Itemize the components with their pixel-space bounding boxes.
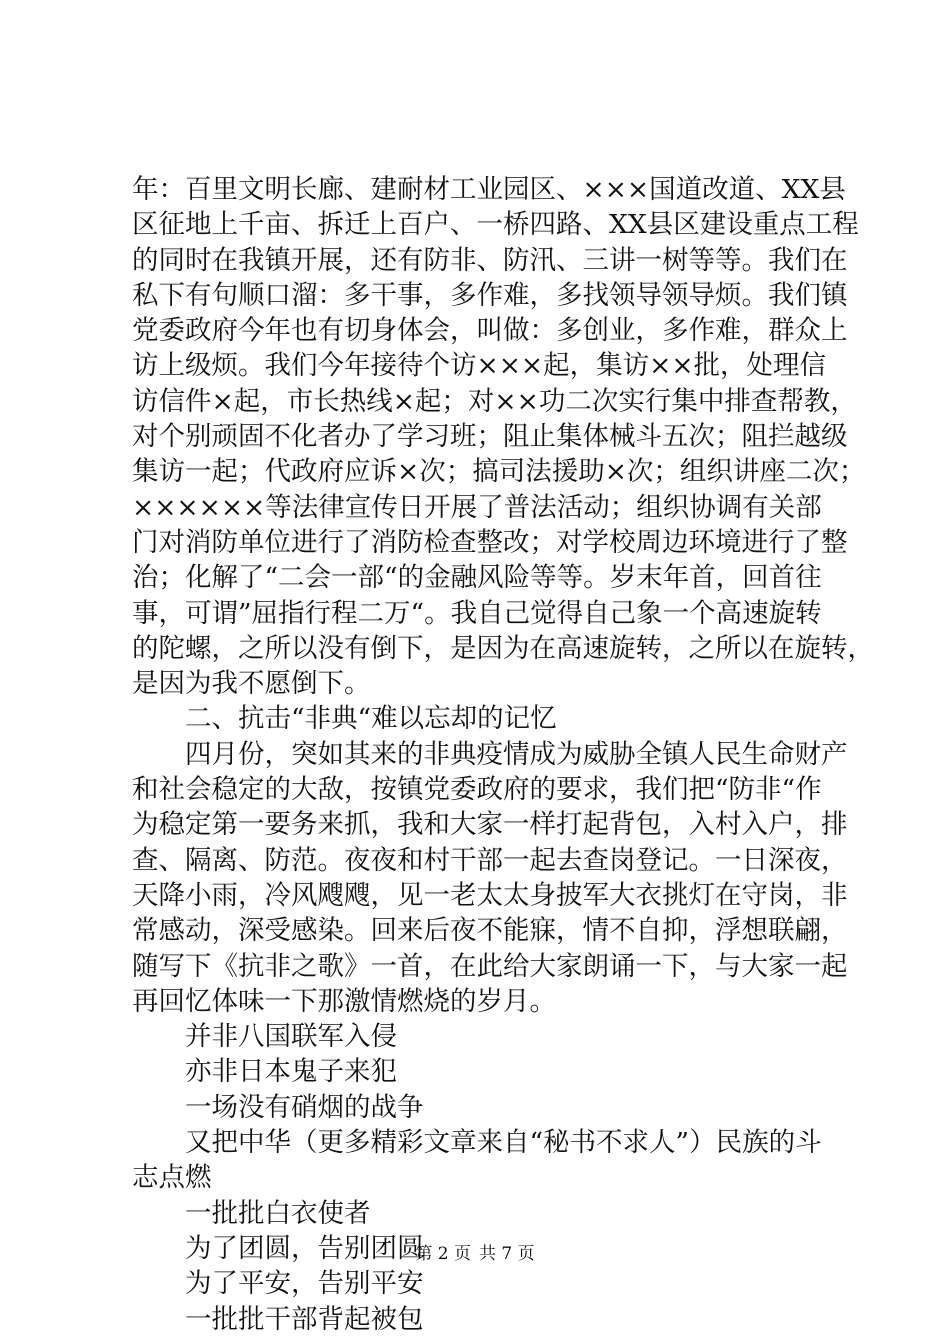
- poem-line: 一批批干部背起被包: [185, 1303, 424, 1335]
- body-line: 查、隔离、防范。夜夜和村干部一起去查岗登记。一日深夜，: [132, 844, 848, 876]
- poem-line: 志点燃: [132, 1162, 212, 1194]
- body-line: 区征地上千亩、拆迁上百户、一桥四路、XX县区建设重点工程: [132, 209, 859, 241]
- body-line: 常感动，深受感染。回来后夜不能寐，情不自抑，浮想联翩，: [132, 915, 848, 947]
- body-line: 年：百里文明长廊、建耐材工业园区、×××国道改道、XX县: [132, 174, 846, 205]
- body-line: 天降小雨，冷风飕飕，见一老太太身披军大衣挑灯在守岗，非: [132, 879, 848, 911]
- section-heading: 二、抗击“非典“难以忘却的记忆: [185, 703, 557, 735]
- poem-line: 为了平安，告别平安: [185, 1268, 424, 1300]
- body-line: 随写下《抗非之歌》一首，在此给大家朗诵一下，与大家一起: [132, 950, 848, 982]
- body-line: 访信件×起，市长热线×起；对××功二次实行集中排查帮教，: [132, 385, 857, 417]
- body-line: 门对消防单位进行了消防检查整改；对学校周边环境进行了整: [132, 526, 848, 558]
- body-line: 四月份，突如其来的非典疫情成为威胁全镇人民生命财产: [185, 738, 848, 770]
- body-line: 集访一起；代政府应诉×次；搞司法援助×次；组织讲座二次；: [132, 456, 866, 488]
- body-line: 党委政府今年也有切身体会，叫做：多创业，多作难，群众上: [132, 315, 848, 347]
- body-line: 治；化解了“二会一部“的金融风险等等。岁末年首，回首往: [132, 562, 822, 594]
- body-line: ××××××等法律宣传日开展了普法活动；组织协调有关部: [132, 491, 822, 523]
- body-line: 对个别顽固不化者办了学习班；阻止集体械斗五次；阻拦越级: [132, 421, 848, 453]
- poem-line: 又把中华（更多精彩文章来自“秘书不求人”）民族的斗: [185, 1127, 822, 1159]
- body-line: 的陀螺，之所以没有倒下，是因为在高速旋转，之所以在旋转，: [132, 632, 874, 664]
- page-number: 第 2 页: [415, 1244, 471, 1264]
- body-line: 私下有句顺口溜：多干事，多作难，多找领导领导烦。我们镇: [132, 279, 848, 311]
- body-line: 再回忆体味一下那激情燃烧的岁月。: [132, 985, 556, 1017]
- body-line: 事，可谓”屈指行程二万“。我自己觉得自己象一个高速旋转: [132, 597, 822, 629]
- body-line: 的同时在我镇开展，还有防非、防汛、三讲一树等等。我们在: [132, 244, 848, 276]
- poem-line: 亦非日本鬼子来犯: [185, 1056, 397, 1088]
- document-body: [132, 172, 874, 1337]
- body-line: 和社会稳定的大敌，按镇党委政府的要求，我们把“防非“作: [132, 774, 822, 806]
- poem-line: 为了团圆，告别团圆: [185, 1232, 424, 1264]
- page-total: 共 7 页: [479, 1244, 535, 1264]
- page-footer: [0, 1243, 950, 1265]
- poem-line: 一场没有硝烟的战争: [185, 1091, 424, 1123]
- body-line: 为稳定第一要务来抓，我和大家一样打起背包，入村入户，排: [132, 809, 848, 841]
- poem-line: 并非八国联军入侵: [185, 1021, 397, 1053]
- body-line: 是因为我不愿倒下。: [132, 668, 371, 700]
- body-line: 访上级烦。我们今年接待个访×××起，集访××批，处理信: [132, 350, 827, 382]
- poem-line: 一批批白衣使者: [185, 1197, 371, 1229]
